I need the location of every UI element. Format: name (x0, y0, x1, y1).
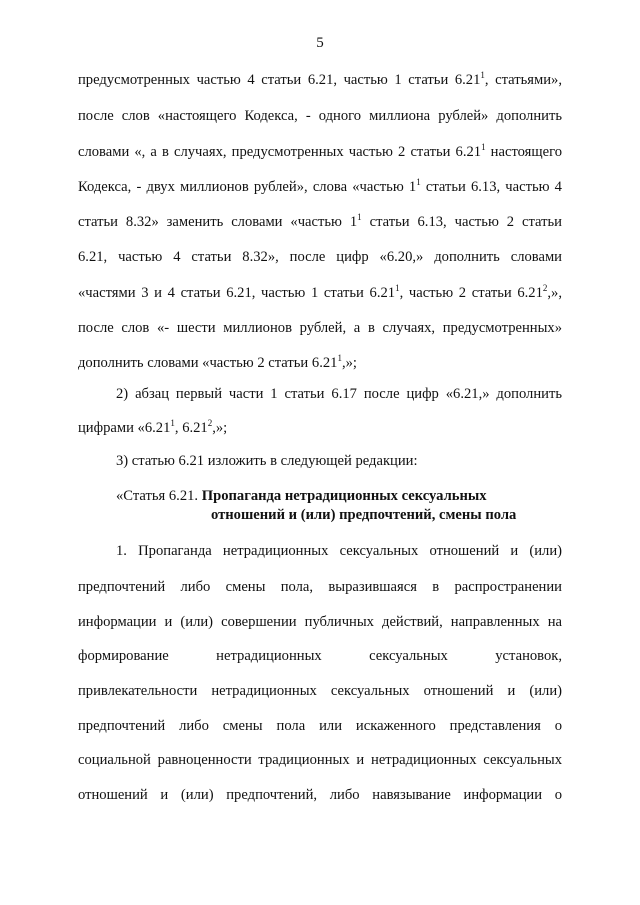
paragraph-line: 6.21, частью 4 статьи 8.32», после цифр «6.20,» дополнить словами (78, 249, 562, 265)
paragraph-line: Кодекса, - двух миллионов рублей», слова «частью $1^1$ статьи 6.13, частью 4 (78, 177, 562, 195)
article-line: привлекательности нетрадиционных сексуальных отношений и (или) (78, 683, 562, 699)
article-line: 1. Пропаганда нетрадиционных сексуальных отношений и (или) (116, 543, 562, 559)
article-line: предпочтений либо смены пола или искаженного представления о (78, 718, 562, 734)
article-heading (116, 486, 562, 506)
paragraph-line: после слов «- шести миллионов рублей, а в случаях, предусмотренных» (78, 320, 562, 336)
article-line: информации и (или) совершении публичных действий, направленных на (78, 614, 562, 630)
article-heading-title-line2: отношений и (или) предпочтений, смены пола (211, 507, 517, 523)
article-line: отношений и (или) предпочтений, либо навязывание информации о (78, 787, 562, 803)
article-heading-title-line1: Пропаганда нетрадиционных сексуальных (201, 488, 487, 504)
paragraph-line: статьи 8.32» заменить словами «частью $1^1$ статьи 6.13, частью 2 статьи (78, 212, 562, 230)
article-heading-prefix: «Статья 6.21. (116, 488, 199, 504)
article-line: предпочтений либо смены пола, выразившаяся в распространении (78, 579, 562, 595)
paragraph-line: предусмотренных частью 4 статьи 6.21, частью 1 статьи 6.21$^1$, статьями», (78, 70, 562, 88)
paragraph-line: 2) абзац первый части 1 статьи 6.17 после цифр «6.21,» дополнить (116, 386, 562, 402)
paragraph-line: после слов «настоящего Кодекса, - одного миллиона рублей» дополнить (78, 108, 562, 124)
page-number: 5 (316, 35, 324, 51)
article-line: формирование нетрадиционных сексуальных установок, (78, 648, 562, 664)
paragraph-line: «частями 3 и 4 статьи 6.21, частью 1 статьи 6.21$^1$, частью 2 статьи 6.21$^2$,», (78, 283, 562, 301)
paragraph-line: цифрами «6.21$^1$, 6.21$^2$,»; (78, 418, 228, 436)
paragraph-line: 3) статью 6.21 изложить в следующей редакции: (116, 453, 418, 469)
paragraph-line: дополнить словами «частью 2 статьи 6.21$^1$,»; (78, 353, 357, 371)
article-line: социальной равноценности традиционных и нетрадиционных сексуальных (78, 752, 562, 768)
paragraph-line: словами «, а в случаях, предусмотренных частью 2 статьи 6.21$^1$ настоящего (78, 142, 562, 160)
